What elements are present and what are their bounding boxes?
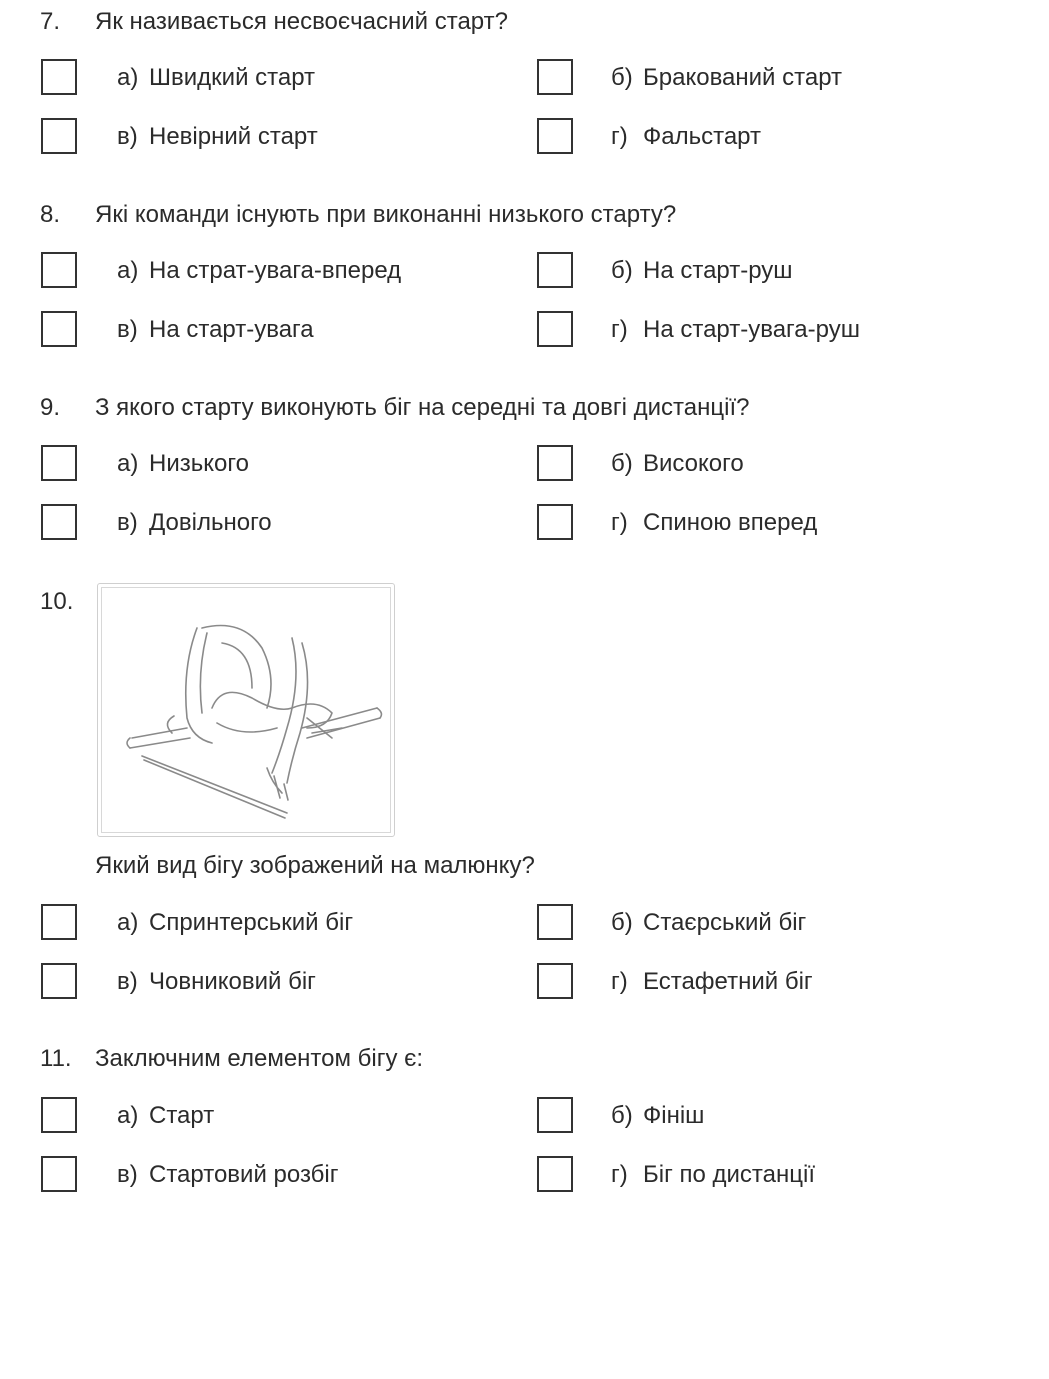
question-number: 9. [40, 394, 61, 421]
option-letter: г) [611, 968, 628, 995]
checkbox-10d[interactable] [537, 963, 573, 999]
checkbox-11c[interactable] [41, 1156, 77, 1192]
checkbox-7c[interactable] [41, 118, 77, 154]
option-10a [117, 909, 353, 937]
illustration-frame [101, 587, 391, 833]
option-text: Човниковий біг [149, 968, 316, 995]
checkbox-10a[interactable] [41, 904, 77, 940]
option-letter: а) [117, 64, 139, 91]
option-text: На старт-увага [149, 316, 314, 343]
option-text: Високого [643, 450, 744, 477]
checkbox-9b[interactable] [537, 445, 573, 481]
option-letter: б) [611, 450, 633, 477]
option-11c [117, 1161, 339, 1189]
option-letter: в) [117, 316, 138, 343]
option-text: Довільного [149, 509, 272, 536]
checkbox-7a[interactable] [41, 59, 77, 95]
checkbox-8b[interactable] [537, 252, 573, 288]
option-11b [611, 1102, 704, 1130]
option-7c [117, 123, 318, 151]
option-text: На старт-руш [643, 257, 793, 284]
option-text: Стартовий розбіг [149, 1161, 339, 1188]
checkbox-7d[interactable] [537, 118, 573, 154]
option-text: Фініш [643, 1102, 705, 1129]
option-letter: а) [117, 257, 139, 284]
option-text: Фальстарт [643, 123, 761, 150]
option-letter: г) [611, 123, 628, 150]
option-9a [117, 450, 249, 478]
checkbox-10c[interactable] [41, 963, 77, 999]
option-8c [117, 316, 314, 344]
option-letter: б) [611, 64, 633, 91]
option-letter: а) [117, 450, 139, 477]
option-letter: г) [611, 316, 628, 343]
option-9d [611, 509, 817, 537]
option-7a [117, 64, 315, 92]
checkbox-8d[interactable] [537, 311, 573, 347]
question-text: Заключним елементом бігу є: [95, 1045, 424, 1072]
option-7b [611, 64, 842, 92]
question-text: Який вид бігу зображений на малюнку? [95, 852, 535, 879]
option-8b [611, 257, 793, 285]
question-number: 8. [40, 201, 61, 228]
option-letter: г) [611, 509, 628, 536]
option-text: Старт [149, 1102, 215, 1129]
option-letter: в) [117, 123, 138, 150]
question-number: 10. [40, 588, 74, 615]
option-10b [611, 909, 806, 937]
option-10d [611, 968, 813, 996]
option-text: Стаєрський біг [643, 909, 807, 936]
option-letter: а) [117, 909, 139, 936]
checkbox-8a[interactable] [41, 252, 77, 288]
checkbox-11d[interactable] [537, 1156, 573, 1192]
option-text: Швидкий старт [149, 64, 316, 91]
checkbox-11a[interactable] [41, 1097, 77, 1133]
option-10c [117, 968, 316, 996]
option-11a [117, 1102, 214, 1130]
checkbox-7b[interactable] [537, 59, 573, 95]
option-8a [117, 257, 401, 285]
question-number: 7. [40, 8, 61, 35]
option-text: На старт-увага-руш [643, 316, 860, 343]
option-7d [611, 123, 761, 151]
option-letter: в) [117, 968, 138, 995]
option-11d [611, 1161, 815, 1189]
sprinter-start-illustration [97, 583, 395, 837]
option-text: Спиною вперед [643, 509, 818, 536]
option-letter: б) [611, 257, 633, 284]
option-9b [611, 450, 744, 478]
option-letter: б) [611, 1102, 633, 1129]
option-text: Біг по дистанції [643, 1161, 815, 1188]
checkbox-9d[interactable] [537, 504, 573, 540]
option-text: Естафетний біг [643, 968, 813, 995]
checkbox-11b[interactable] [537, 1097, 573, 1133]
checkbox-10b[interactable] [537, 904, 573, 940]
question-text: Які команди існують при виконанні низького старту? [95, 201, 677, 228]
option-9c [117, 509, 272, 537]
option-text: Бракований старт [643, 64, 843, 91]
option-text: На страт-увага-вперед [149, 257, 402, 284]
question-text: З якого старту виконують біг на середні та довгі дистанції? [95, 394, 750, 421]
option-text: Низького [149, 450, 249, 477]
option-text: Невірний старт [149, 123, 318, 150]
option-letter: а) [117, 1102, 139, 1129]
question-number: 11. [40, 1045, 72, 1072]
option-8d [611, 316, 860, 344]
option-letter: в) [117, 509, 138, 536]
option-text: Спринтерський біг [149, 909, 354, 936]
start-line [142, 756, 287, 813]
option-letter: в) [117, 1161, 138, 1188]
question-text: Як називається несвоєчасний старт? [95, 8, 508, 35]
option-letter: г) [611, 1161, 628, 1188]
crouch-start-drawing [102, 588, 392, 834]
checkbox-8c[interactable] [41, 311, 77, 347]
option-letter: б) [611, 909, 633, 936]
checkbox-9c[interactable] [41, 504, 77, 540]
checkbox-9a[interactable] [41, 445, 77, 481]
